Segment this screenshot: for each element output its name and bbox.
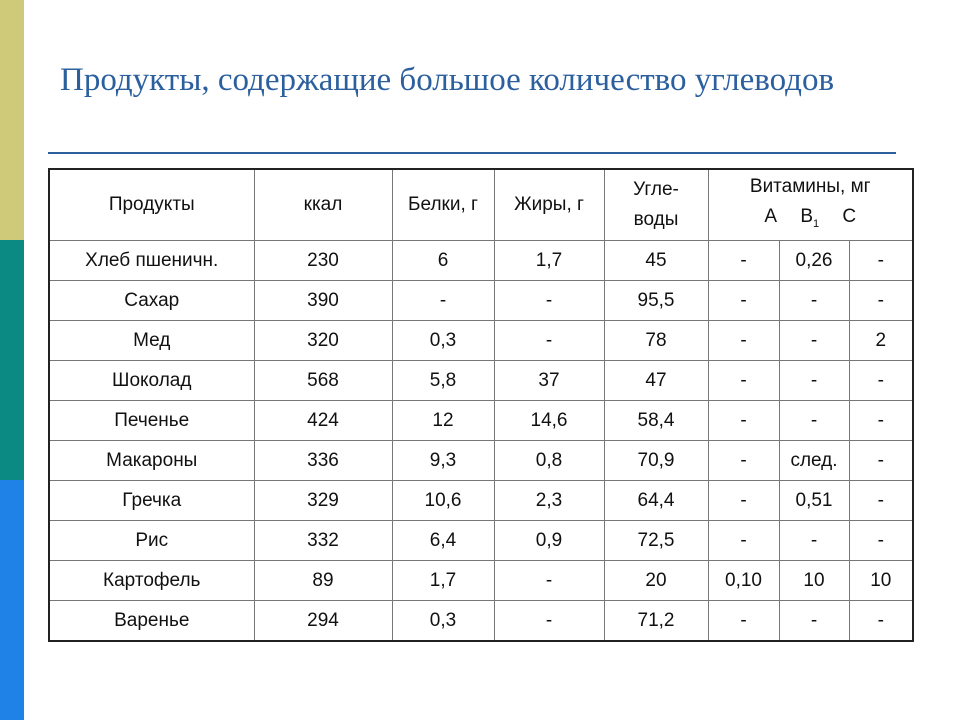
cell-c: 2	[849, 321, 913, 361]
cell-carbs: 20	[604, 561, 708, 601]
cell-a: -	[708, 441, 779, 481]
cell-fat: 1,7	[494, 241, 604, 281]
cell-b1: -	[779, 321, 849, 361]
cell-fat: -	[494, 561, 604, 601]
header-kcal: ккал	[254, 169, 392, 241]
cell-carbs: 64,4	[604, 481, 708, 521]
table-row	[49, 281, 913, 321]
cell-b1: след.	[779, 441, 849, 481]
cell-fat: -	[494, 281, 604, 321]
cell-c: -	[849, 241, 913, 281]
cell-fat: -	[494, 321, 604, 361]
header-vitamins	[708, 169, 913, 241]
cell-a: -	[708, 601, 779, 642]
cell-protein: 6,4	[392, 521, 494, 561]
header-carbs	[604, 169, 708, 241]
cell-kcal: 294	[254, 601, 392, 642]
side-stripe-blue	[0, 480, 24, 720]
cell-c: -	[849, 481, 913, 521]
cell-carbs: 47	[604, 361, 708, 401]
cell-kcal: 332	[254, 521, 392, 561]
cell-b1: 0,26	[779, 241, 849, 281]
cell-product: Сахар	[49, 281, 254, 321]
header-vit-a: А	[764, 205, 778, 227]
header-vit-b-index: 1	[813, 217, 820, 230]
cell-kcal: 230	[254, 241, 392, 281]
cell-c: -	[849, 601, 913, 642]
cell-c: -	[849, 401, 913, 441]
cell-fat: 2,3	[494, 481, 604, 521]
table-row	[49, 361, 913, 401]
header-vitamins-sub	[709, 202, 913, 239]
cell-kcal: 89	[254, 561, 392, 601]
table-row	[49, 241, 913, 281]
table-row	[49, 481, 913, 521]
cell-protein: 0,3	[392, 601, 494, 642]
header-fat: Жиры, г	[494, 169, 604, 241]
cell-kcal: 390	[254, 281, 392, 321]
header-product: Продукты	[49, 169, 254, 241]
title-underline	[48, 152, 896, 154]
cell-carbs: 45	[604, 241, 708, 281]
table-body	[49, 241, 913, 642]
table-row	[49, 441, 913, 481]
side-stripe-teal	[0, 240, 24, 480]
cell-carbs: 70,9	[604, 441, 708, 481]
cell-a: -	[708, 481, 779, 521]
cell-product: Картофель	[49, 561, 254, 601]
cell-b1: 0,51	[779, 481, 849, 521]
cell-protein: 9,3	[392, 441, 494, 481]
cell-product: Шоколад	[49, 361, 254, 401]
cell-kcal: 320	[254, 321, 392, 361]
cell-product: Гречка	[49, 481, 254, 521]
table-header-row	[49, 169, 913, 241]
cell-protein: 0,3	[392, 321, 494, 361]
cell-carbs: 72,5	[604, 521, 708, 561]
cell-product: Макароны	[49, 441, 254, 481]
cell-fat: -	[494, 601, 604, 642]
header-carbs-line1: Угле-	[633, 179, 679, 200]
table-row	[49, 601, 913, 642]
header-vit-c: С	[842, 205, 857, 227]
cell-protein: 1,7	[392, 561, 494, 601]
cell-product: Рис	[49, 521, 254, 561]
header-vitamins-title: Витамины, мг	[749, 175, 871, 197]
table-row	[49, 321, 913, 361]
header-vit-b-letter: В	[800, 205, 814, 227]
cell-carbs: 71,2	[604, 601, 708, 642]
cell-a: 0,10	[708, 561, 779, 601]
header-carbs-line2: воды	[633, 209, 679, 230]
cell-kcal: 329	[254, 481, 392, 521]
cell-a: -	[708, 241, 779, 281]
cell-carbs: 58,4	[604, 401, 708, 441]
cell-fat: 37	[494, 361, 604, 401]
cell-c: -	[849, 521, 913, 561]
table-row	[49, 401, 913, 441]
cell-protein: 10,6	[392, 481, 494, 521]
header-vit-b1	[800, 202, 819, 239]
cell-protein: 5,8	[392, 361, 494, 401]
cell-b1: -	[779, 601, 849, 642]
cell-b1: -	[779, 401, 849, 441]
cell-a: -	[708, 361, 779, 401]
cell-carbs: 95,5	[604, 281, 708, 321]
cell-product: Мед	[49, 321, 254, 361]
header-protein: Белки, г	[392, 169, 494, 241]
cell-a: -	[708, 281, 779, 321]
cell-product: Печенье	[49, 401, 254, 441]
cell-a: -	[708, 521, 779, 561]
cell-kcal: 336	[254, 441, 392, 481]
cell-c: 10	[849, 561, 913, 601]
carbs-table	[48, 168, 914, 642]
cell-a: -	[708, 401, 779, 441]
slide-title: Продукты, содержащие большое количество углеводов	[60, 62, 835, 98]
cell-kcal: 424	[254, 401, 392, 441]
cell-fat: 0,9	[494, 521, 604, 561]
table-row	[49, 561, 913, 601]
cell-fat: 0,8	[494, 441, 604, 481]
cell-b1: 10	[779, 561, 849, 601]
cell-protein: 6	[392, 241, 494, 281]
cell-b1: -	[779, 361, 849, 401]
cell-kcal: 568	[254, 361, 392, 401]
table-row	[49, 521, 913, 561]
cell-a: -	[708, 321, 779, 361]
cell-b1: -	[779, 521, 849, 561]
cell-product: Варенье	[49, 601, 254, 642]
cell-c: -	[849, 361, 913, 401]
cell-product: Хлеб пшеничн.	[49, 241, 254, 281]
cell-b1: -	[779, 281, 849, 321]
cell-fat: 14,6	[494, 401, 604, 441]
cell-c: -	[849, 441, 913, 481]
cell-protein: -	[392, 281, 494, 321]
cell-carbs: 78	[604, 321, 708, 361]
cell-protein: 12	[392, 401, 494, 441]
cell-c: -	[849, 281, 913, 321]
side-stripe-olive	[0, 0, 24, 240]
